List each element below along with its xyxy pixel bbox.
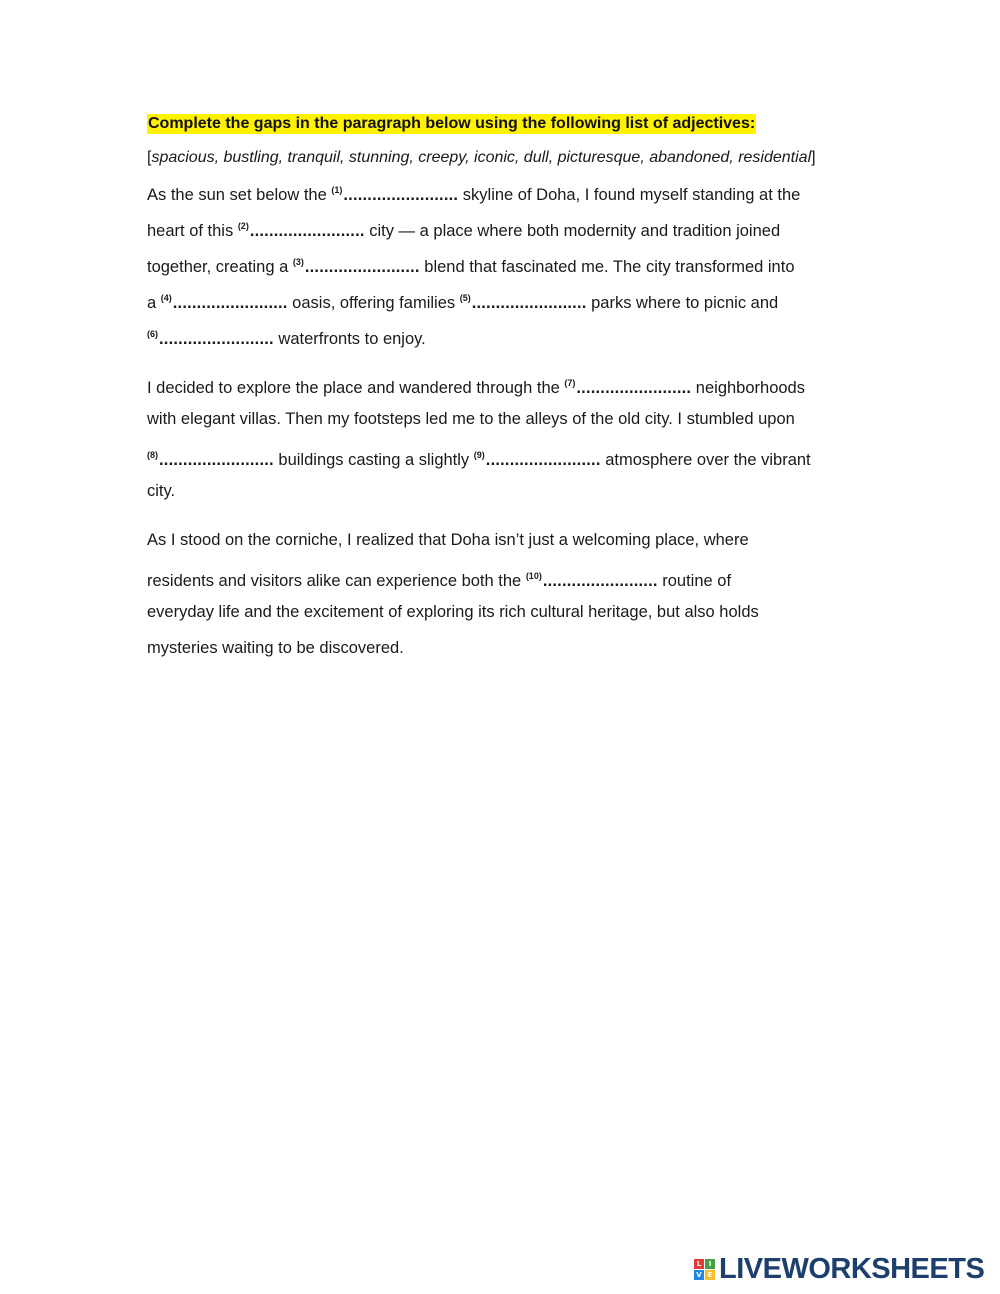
text-segment: heart of this <box>147 222 238 240</box>
text-segment: parks where to picnic and <box>586 294 779 312</box>
text-segment: with elegant villas. Then my footsteps led me to the alleys of the old city. I stumbled upon <box>147 410 795 428</box>
text-segment: routine of <box>657 572 732 590</box>
gap-1-field[interactable] <box>331 186 458 204</box>
paragraph-line <box>147 522 892 558</box>
paragraph-3 <box>147 522 892 666</box>
text-segment: atmosphere over the vibrant <box>600 451 811 469</box>
gap-6-field[interactable] <box>147 330 274 348</box>
paragraph-1 <box>147 172 892 352</box>
worksheet-page <box>147 114 892 666</box>
gap-7-field[interactable] <box>564 379 691 397</box>
gap-9-field[interactable] <box>474 451 601 469</box>
gap-number: (7) <box>564 378 576 388</box>
gap-number: (4) <box>160 293 172 303</box>
gap-dots: ........................ <box>172 294 288 312</box>
text-segment: a <box>147 294 161 312</box>
instruction-line <box>147 114 892 134</box>
gap-3-field[interactable] <box>293 258 420 276</box>
text-segment: mysteries waiting to be discovered. <box>147 639 404 657</box>
instruction-heading: Complete the gaps in the paragraph below using the following list of adjectives: <box>148 115 756 132</box>
text-segment: city. <box>147 482 176 500</box>
text-segment: everyday life and the excitement of exploring its rich cultural heritage, but also holds <box>147 603 759 621</box>
gap-number: (6) <box>147 329 158 339</box>
liveworksheets-logo <box>694 1254 994 1284</box>
paragraph-line <box>147 172 892 208</box>
gap-number: (10) <box>525 571 542 581</box>
text-segment: together, creating a <box>147 258 293 276</box>
text-segment: buildings casting a slightly <box>273 451 474 469</box>
text-segment: As I stood on the corniche, I realized that Doha isn’t just a welcoming place, where <box>147 531 749 549</box>
paragraph-line <box>147 244 892 280</box>
logo-mark-tile: I <box>705 1259 715 1269</box>
paragraph-line <box>147 401 892 437</box>
paragraph-line <box>147 473 892 509</box>
text-segment: city — a place where both modernity and tradition joined <box>364 222 781 240</box>
gap-dots: ........................ <box>304 258 420 276</box>
adjective-list-close-bracket: ] <box>811 149 816 166</box>
paragraph-2 <box>147 365 892 509</box>
paragraph-line <box>147 437 892 473</box>
text-segment: blend that fascinated me. The city transformed into <box>419 258 795 276</box>
logo-mark-tile: L <box>694 1259 704 1269</box>
text-segment: neighborhoods <box>691 379 805 397</box>
paragraph-line <box>147 594 892 630</box>
logo-mark-icon <box>694 1259 715 1280</box>
paragraph-line <box>147 280 892 316</box>
gap-number: (2) <box>237 221 249 231</box>
paragraph-line <box>147 365 892 401</box>
gap-dots: ........................ <box>159 330 274 348</box>
logo-text: LIVEWORKSHEETS <box>719 1252 985 1285</box>
text-segment: oasis, offering families <box>287 294 460 312</box>
gap-number: (8) <box>147 450 158 460</box>
adjective-list-words: spacious, bustling, tranquil, stunning, creepy, iconic, dull, picturesque, abandoned, residential <box>151 149 812 166</box>
text-segment: As the sun set below the <box>147 186 332 204</box>
gap-dots: ........................ <box>485 451 601 469</box>
paragraph-line <box>147 208 892 244</box>
logo-mark-tile: V <box>694 1270 704 1280</box>
paragraph-line <box>147 630 892 666</box>
gap-dots: ........................ <box>471 294 587 312</box>
gap-dots: ........................ <box>343 186 459 204</box>
logo-mark-tile: E <box>705 1270 715 1280</box>
gap-number: (5) <box>459 293 471 303</box>
text-segment: residents and visitors alike can experience both the <box>147 572 526 590</box>
gap-8-field[interactable] <box>147 451 274 469</box>
text-segment: skyline of Doha, I found myself standing at the <box>458 186 801 204</box>
adjective-list-open-bracket: [ <box>147 149 152 166</box>
adjective-list <box>147 146 892 170</box>
text-segment: I decided to explore the place and wandered through the <box>147 379 565 397</box>
gap-dots: ........................ <box>542 572 658 590</box>
gap-number: (1) <box>331 185 343 195</box>
gap-dots: ........................ <box>159 451 274 469</box>
gap-2-field[interactable] <box>238 222 365 240</box>
gap-dots: ........................ <box>576 379 692 397</box>
paragraph-line <box>147 316 892 352</box>
text-segment: waterfronts to enjoy. <box>273 330 426 348</box>
gap-10-field[interactable] <box>526 572 658 590</box>
gap-4-field[interactable] <box>161 294 288 312</box>
gap-number: (9) <box>473 450 485 460</box>
gap-dots: ........................ <box>249 222 365 240</box>
gap-number: (3) <box>292 257 304 267</box>
gap-5-field[interactable] <box>460 294 587 312</box>
paragraph-line <box>147 558 892 594</box>
